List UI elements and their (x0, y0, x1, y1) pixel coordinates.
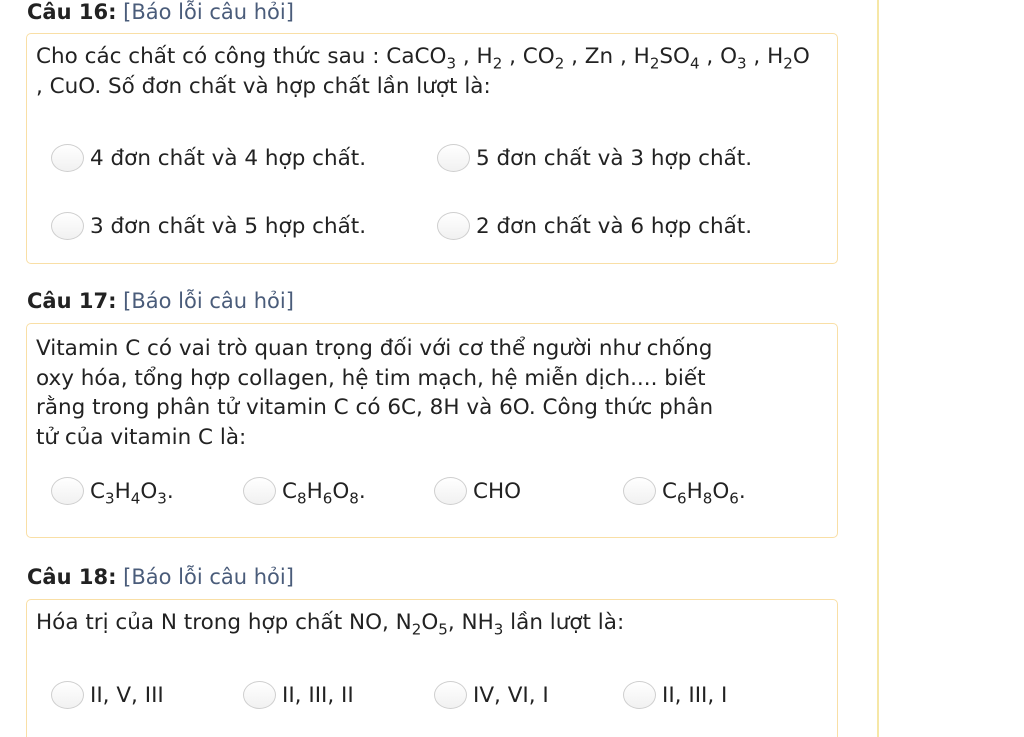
question-18-header (27, 564, 294, 590)
stem-text: Cho các chất có công thức sau : CaCO (36, 44, 447, 69)
stem-text: Hóa trị của N trong hợp chất NO, N (36, 610, 412, 635)
formula-part: C (282, 478, 298, 504)
radio-button[interactable] (51, 477, 84, 505)
radio-button[interactable] (51, 144, 84, 172)
option-label: 5 đơn chất và 3 hợp chất. (476, 145, 753, 171)
question-16-header (27, 0, 294, 25)
question-18-number: Câu 18: (27, 565, 117, 589)
stem-subscript: 2 (554, 54, 565, 73)
stem-text: SO (659, 44, 690, 69)
option-label (282, 478, 366, 507)
question-16-report-link[interactable]: [Báo lỗi câu hỏi] (123, 0, 294, 24)
formula-subscript: 3 (105, 488, 115, 507)
option-label: 3 đơn chất và 5 hợp chất. (90, 213, 367, 239)
stem-subscript: 4 (689, 54, 700, 73)
radio-button[interactable] (437, 144, 470, 172)
question-16-option-d[interactable] (437, 209, 752, 243)
question-18-option-b[interactable] (243, 678, 354, 712)
question-18-option-d[interactable] (623, 678, 727, 712)
stem-text: lần lượt là: (503, 610, 625, 635)
stem-subscript: 5 (438, 620, 448, 639)
radio-button[interactable] (434, 681, 467, 709)
stem-line: oxy hóa, tổng hợp collagen, hệ tim mạch, hệ miễn dịch.... biết (36, 365, 706, 391)
radio-button[interactable] (51, 681, 84, 709)
question-18-option-c[interactable] (434, 678, 549, 712)
question-17-option-b[interactable] (243, 474, 366, 508)
stem-text: , H (456, 44, 493, 69)
question-16-option-b[interactable] (437, 141, 752, 175)
formula-part: O (712, 478, 730, 504)
question-17-option-c[interactable] (434, 474, 521, 508)
question-18-stem (36, 608, 815, 638)
option-label: II, III, II (282, 682, 354, 708)
formula-part: . (166, 478, 174, 504)
option-label: 4 đơn chất và 4 hợp chất. (90, 145, 367, 171)
stem-text: , NH (447, 610, 494, 635)
question-16-option-a[interactable] (51, 141, 366, 175)
stem-subscript: 2 (411, 620, 422, 639)
formula-part: O (332, 478, 350, 504)
option-label: IV, VI, I (473, 682, 549, 708)
stem-line: rằng trong phân tử vitamin C có 6C, 8H và 6O. Công thức phân (36, 395, 714, 420)
option-label: CHO (473, 478, 522, 504)
stem-subscript: 2 (783, 54, 793, 73)
formula-subscript: 6 (729, 488, 739, 507)
formula-subscript: 3 (157, 488, 167, 507)
formula-subscript: 4 (130, 488, 141, 507)
formula-part: O (140, 478, 158, 504)
question-18-card (26, 599, 838, 737)
column-divider (877, 0, 879, 737)
option-label (90, 478, 174, 507)
stem-subscript: 3 (737, 54, 747, 73)
stem-subscript: 2 (649, 54, 660, 73)
formula-part: C (662, 478, 678, 504)
stem-text: O (421, 610, 439, 635)
question-17-option-a[interactable] (51, 474, 174, 508)
question-17-header (27, 288, 294, 314)
radio-button[interactable] (623, 477, 656, 505)
formula-subscript: 6 (677, 488, 687, 507)
question-17-card (26, 323, 838, 538)
formula-subscript: 6 (322, 488, 333, 507)
radio-button[interactable] (51, 212, 84, 240)
formula-subscript: 8 (349, 488, 359, 507)
question-17-option-d[interactable] (623, 474, 746, 508)
option-label: II, V, III (90, 682, 164, 708)
radio-button[interactable] (623, 681, 656, 709)
formula-part: . (358, 478, 366, 504)
stem-subscript: 2 (492, 54, 503, 73)
stem-line: Vitamin C có vai trò quan trọng đối với cơ thể người như chống (36, 336, 713, 361)
formula-part: H (686, 478, 703, 504)
stem-line: tử của vitamin C là: (36, 424, 247, 450)
stem-text: , H (746, 44, 784, 69)
stem-subscript: 3 (446, 54, 457, 73)
question-16-card (26, 33, 838, 264)
stem-subscript: 3 (493, 620, 504, 639)
radio-button[interactable] (434, 477, 467, 505)
option-label: II, III, I (662, 682, 728, 708)
formula-part: H (114, 478, 131, 504)
radio-button[interactable] (243, 477, 276, 505)
question-18-option-a[interactable] (51, 678, 164, 712)
stem-text: , O (699, 44, 737, 69)
option-label (662, 478, 746, 507)
radio-button[interactable] (243, 681, 276, 709)
formula-subscript: 8 (297, 488, 307, 507)
radio-button[interactable] (437, 212, 470, 240)
question-17-number: Câu 17: (27, 289, 117, 313)
stem-text: , CO (502, 44, 555, 69)
formula-part: C (90, 478, 106, 504)
question-17-stem (36, 334, 815, 452)
question-16-number: Câu 16: (27, 0, 117, 24)
stem-text: , Zn , H (564, 44, 650, 69)
question-16-option-c[interactable] (51, 209, 366, 243)
option-label: 2 đơn chất và 6 hợp chất. (476, 213, 753, 239)
formula-subscript: 8 (702, 488, 713, 507)
question-17-report-link[interactable]: [Báo lỗi câu hỏi] (123, 289, 294, 313)
question-18-report-link[interactable]: [Báo lỗi câu hỏi] (123, 565, 294, 589)
formula-part: H (306, 478, 323, 504)
formula-part: . (738, 478, 746, 504)
stem-text: O , CuO. Số đơn chất và hợp chất lần lượt là: (36, 44, 810, 99)
question-16-stem (36, 42, 815, 102)
